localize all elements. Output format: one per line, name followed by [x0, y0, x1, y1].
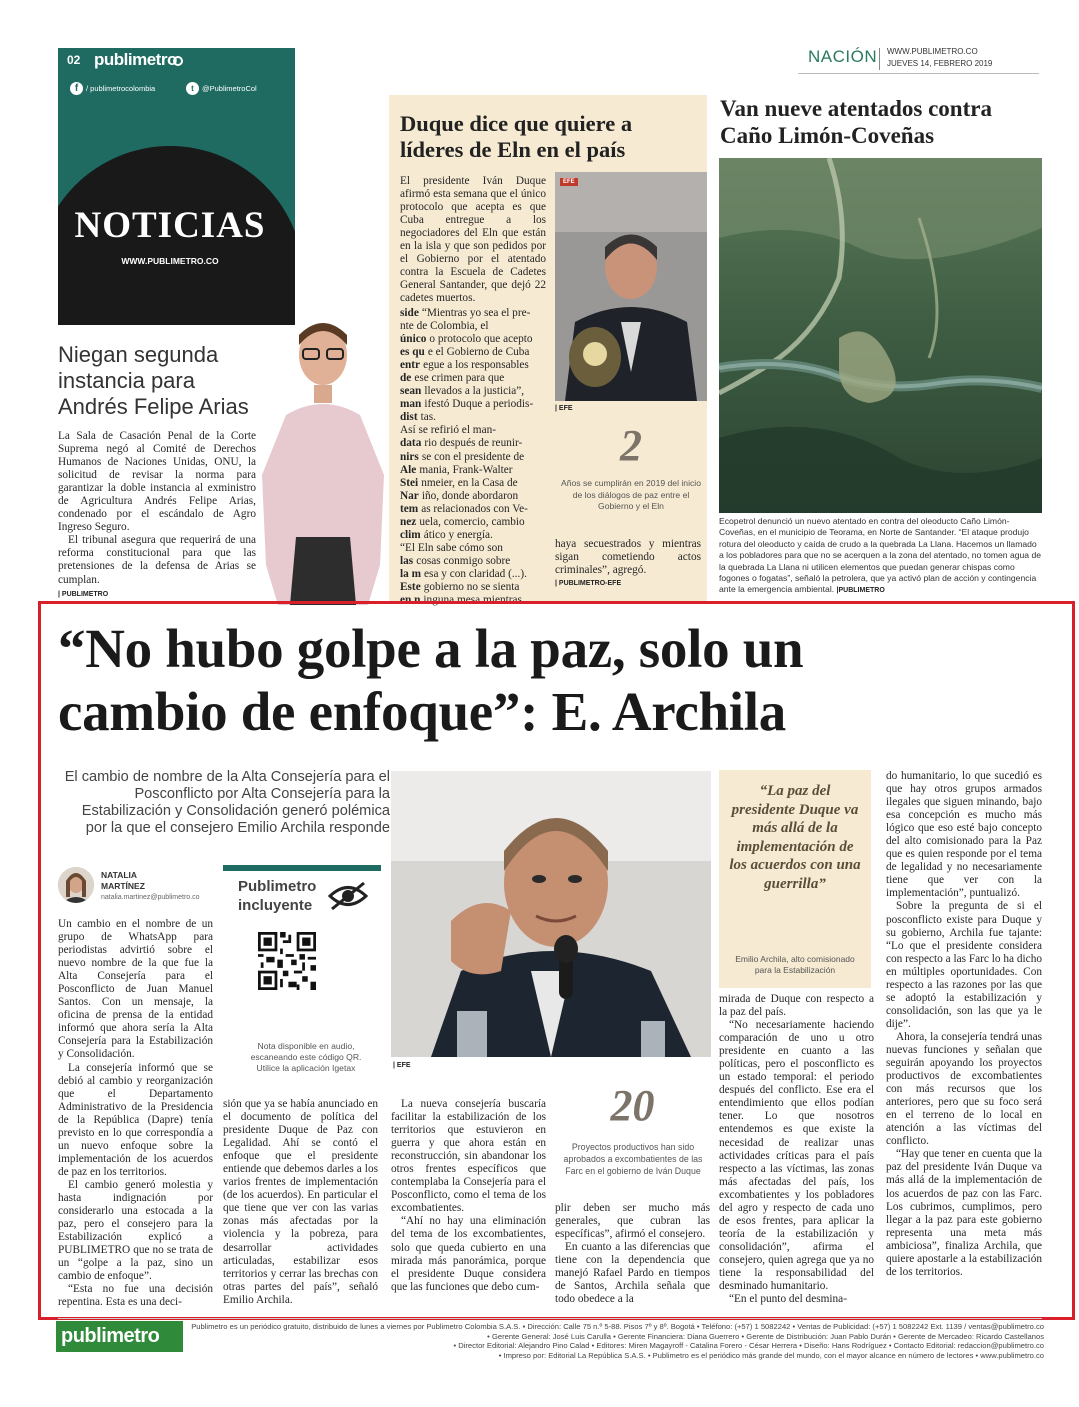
duque-stat-value: 2 — [620, 421, 642, 470]
section-badge: NOTICIAS — [74, 205, 266, 246]
overprint-fragment: entr — [400, 359, 421, 372]
line-text: ático y energía. — [423, 528, 493, 541]
line-text: ese crimen para que — [414, 372, 505, 385]
overprint-fragment: Este — [400, 580, 421, 593]
main-column-3: La nueva consejería buscaría facilitar la estabilización de los territorios que estuvieron en guerra y que ahora están en reconstrucción, sin abandonar los otros frentes específicos que contemplaba la Consejería para el Posconflicto, como el tema de los excombatientes. “Ahí no hay una eliminación del tema de los excombatientes, solo que queda cubierto en una mirada más panorámica, porque el presidente Duque considera que las funciones que debo cum- — [391, 1098, 546, 1293]
main-column-2: sión que ya se había anunciado en el documento de política del presidente Duque de Paz con Legalidad. Ahí se contó el enfoque que el presidente entiende que debemos darles a los varios frentes de implementación (de los acuerdos). En particular el que tiene que ver con las varias zonas más afectadas por la violencia y la pobreza, para desarrollar actividades articuladas, estabilizar esos territorios y cerrar las brechas con otras partes del país”, señaló Emilio Archila. — [223, 1098, 378, 1306]
inclusive-box — [223, 865, 381, 1005]
cano-limon-caption: Ecopetrol denunció un nuevo atentado en contra del oleoducto Caño Limón-Coveñas, en el municipio de Teorama, en Norte de Santander. “El ataque produjo rotura del oleoducto y caída de crudo a la quebrada La Llana. Hacemos un llamado a los pobladores para que no se acerquen a la zona del atentado, no tomen agua de la quebrada La Llana ni utilicen elementos que puedan generar chispas como fogones o fogatas”, señaló la petrolera, que ya activó plan de acción y contingencia ante la emergencia ambiental. |PUBLIMETRO — [719, 516, 1042, 595]
overprint-fragment: único — [400, 333, 427, 346]
duque-body-line — [400, 581, 546, 594]
header-rule — [798, 73, 1039, 74]
line-text: esa y con claridad (...). — [424, 567, 527, 580]
duque-body-line — [400, 464, 546, 477]
cano-limon-aerial-photo — [719, 158, 1042, 513]
duque-body-line — [400, 320, 546, 333]
duque-body-line — [400, 490, 546, 503]
main-headline: “No hubo golpe a la paz, solo un cambio de enfoque”: E. Archila — [58, 618, 804, 742]
header-site[interactable]: WWW.PUBLIMETRO.CO — [887, 47, 978, 56]
line-text: uela, comercio, cambio — [419, 515, 525, 528]
header-date: JUEVES 14, FEBRERO 2019 — [887, 59, 993, 68]
badge-circle — [58, 146, 295, 325]
badge-url: WWW.PUBLIMETRO.CO — [121, 256, 219, 266]
header-divider — [879, 48, 880, 70]
overprint-fragment: Stei — [400, 476, 419, 489]
line-text: egue a los responsables — [423, 359, 529, 372]
twitter-handle[interactable]: @PublimetroCol — [202, 84, 257, 93]
overprint-fragment: nez — [400, 515, 417, 528]
author-avatar — [58, 867, 94, 903]
line-text: cosas conmigo sobre — [416, 554, 511, 567]
line-text: Así se refirió el man- — [400, 424, 496, 437]
brand-logo: publimetro — [94, 50, 177, 69]
duque-body-line — [400, 333, 546, 346]
line-text: iño, donde abordaron — [421, 489, 519, 502]
duque-body-line — [400, 437, 546, 450]
eye-icon — [328, 881, 368, 911]
duque-body-line — [400, 359, 546, 372]
main-column-1: Un cambio en el nombre de un grupo de WhatsApp para periodistas advirtió sobre el nuevo nombre de la que fue la Alta Consejería para el Posconflicto de Juan Manuel Santos. Con un mensaje, la oficina de prensa de la entidad informó que ahora sería la Alta Consejería para la Estabilización y Consolidación. La consejería informó que se debió al cambio y reorganización que el Departamento Administrativo de la Presidencia de la República (Dapre) tenía previsto en lo que correspondía a un nuevo enfoque sobre la implementación de los acuerdos de paz en los territorios. El cambio generó molestia y hasta indignación por considerarlo una estocada a la paz, pero el consejero para la Estabilización explicó a PUBLIMETRO que no se trata de un “golpe a la paz, sino un cambio de enfoque”. “Esta no fue una decisión repentina. Esta es una deci- — [58, 918, 213, 1309]
line-text: ifestó Duque a periodis- — [424, 398, 534, 411]
duque-body-line — [400, 555, 546, 568]
arias-body: La Sala de Casación Penal de la Corte Suprema negó al Comité de Derechos Humanos de Naciones Unidas, ONU, la solicitud de revisar la norma para garantizar la doble instancia al exministro de Agricultura Andrés Felipe Arias, condenado por el escándalo de Agro Ingreso Seguro. El tribunal asegura que requerirá de una reforma constitucional para que las pretensiones de la defensa de Arias se cumplan. — [58, 430, 256, 586]
arias-headline: Niegan segunda instancia para Andrés Felipe Arias — [58, 342, 249, 419]
pull-quote-attribution: Emilio Archila, alto comisionado para la Estabilización — [735, 954, 855, 975]
duque-body-line — [400, 529, 546, 542]
main-column-6: do humanitario, lo que sucedió es que hay otros grupos armados ilegales que siguen minando, bajo esa concepción es mucho más lógico que eso esté bajo concepto del alto comisionado para la Paz que es quien responde por el tema de legalidad y no necesariamente tiene que ver con la implementación”, puntualizó. Sobre la pregunta de si el posconflicto existe para Duque y su gobierno, Archila fue tajante: “Lo que el presidente considera con respecto a las Farc lo ha dicho en múltiples oportunidades. Con respecto a las razones por las que se adoptó la estabilización y consolidación, son las que ya le dije”. Ahora, la consejería tendrá unas nuevas funciones y señalan que seguirán apoyando los proyectos productivos de excombatientes con más recursos que los anteriores, pero que su foco será en el terreno de lo local en atención a las víctimas del conflicto. “Hay que tener en cuenta que la paz del presidente Iván Duque va más allá de la implementación de los acuerdos de paz con las Farc. Los cubrimos, cumplimos, pero llegar a la paz para este gobierno representa una meta más ambiciosa”, finaliza Archila, que quiere apostarle a la estabilización de los territorios. — [886, 770, 1042, 1278]
line-text: “El Eln sabe cómo son — [400, 541, 503, 554]
cano-limon-headline: Van nueve atentados contra Caño Limón-Coveñas — [720, 96, 992, 148]
line-text: gobierno no se sienta — [423, 580, 520, 593]
duque-body-line — [400, 477, 546, 490]
main-stat-caption: Proyectos productivos han sido aprobados a excombatientes de las Farc en el gobierno de Iván Duque — [563, 1142, 703, 1176]
duque-photo-credit: | EFE — [555, 405, 573, 412]
section-label: NACIÓN — [808, 47, 878, 66]
duque-body-line — [400, 451, 546, 464]
overprint-fragment: la m — [400, 567, 422, 580]
inclusive-title-1: Publimetro — [238, 878, 317, 895]
duque-eln-intro: El presidente Iván Duque afirmó esta semana que el único protocolo que acepta es que Cuba entregue a los negociadores del Eln que están en la isla y que son pedidos por el Gobierno por el atentado contra la Escuela de Cadetes General Santander, que dejó 22 cadetes muertos. — [400, 175, 546, 305]
section-header-box — [58, 48, 295, 325]
brand-logo-mark — [173, 56, 183, 66]
pull-quote-box — [719, 770, 871, 988]
line-text: mania, Frank-Walter — [419, 463, 513, 476]
duque-body-line — [400, 398, 546, 411]
main-deck: El cambio de nombre de la Alta Consejería para el Posconflicto por Alta Consejería para la Estabilización y Consolidación generó polémica por la que el consejero Emilio Archila responde — [64, 769, 390, 836]
twitter-icon[interactable]: t — [186, 82, 199, 95]
overprint-fragment: las — [400, 554, 414, 567]
main-stat-value: 20 — [610, 1081, 655, 1130]
overprint-fragment: clim — [400, 528, 421, 541]
duque-body-line — [400, 503, 546, 516]
facebook-icon[interactable]: f — [70, 82, 83, 95]
duque-eln-headline: Duque dice que quiere a líderes de Eln en el país — [400, 111, 633, 162]
line-text: se con el presidente de — [421, 450, 525, 463]
duque-body-line — [400, 385, 546, 398]
overprint-fragment: tem — [400, 502, 419, 515]
line-text: as relacionados con Ve- — [421, 502, 528, 515]
duque-body-line — [400, 372, 546, 385]
author-first: NATALIA — [101, 870, 138, 880]
duque-body-line — [400, 542, 546, 555]
overprint-fragment: Nar — [400, 489, 419, 502]
overprint-fragment: en n — [400, 594, 421, 607]
inclusive-top-rule — [223, 865, 381, 871]
main-column-4: plir deben ser mucho más generales, que cubran las específicas”, afirmó el consejero. En cuanto a las diferencias que tiene con la dependencia que manejó Rafael Pardo en tiempos de Santos, Archila señala que todo obedece a la — [555, 1202, 710, 1306]
duque-body-line — [400, 346, 546, 359]
overprint-fragment: Ale — [400, 463, 417, 476]
line-text: o protocolo que acepto — [429, 333, 533, 346]
duque-body-line — [400, 516, 546, 529]
main-column-5: mirada de Duque con respecto a la paz del país. “No necesariamente haciendo comparación de uno u otro presidente en cuanto a las políticas, pero el posconflicto es un estado temporal: el periodo después del conflicto. Ese era el entendimiento que ellos podían tener. Lo que nosotros entendemos es que existe la necesidad de realizar unas actividades críticas para el país respecto a las víctimas, las zonas más afectadas del país, los excombatientes y los pobladores del agro y respecto de cada uno de esos frentes, para aplicar la teoría de la estabilización y consolidación”, afirma el consejero, quien agrega que ya no tiene la responsabilidad del desminado humanitario. “En el punto del desmina- — [719, 993, 874, 1306]
duque-body-line — [400, 411, 546, 424]
inclusive-caption: Nota disponible en audio, escaneando este código QR. Utilice la aplicación Igetax — [250, 1041, 362, 1074]
pull-quote-text: “La paz del presidente Duque va más allá de la implementación de los acuerdos con una guerrilla” — [729, 783, 861, 892]
line-text: llevados a la justicia”, — [424, 385, 525, 398]
overprint-fragment: sean — [400, 385, 422, 398]
duque-photo — [555, 172, 707, 401]
overprint-fragment: es qu — [400, 346, 425, 359]
archila-photo — [391, 771, 711, 1057]
duque-stat-caption: Años se cumplirán en 2019 del inicio de los diálogos de paz entre el Gobierno y el Eln — [561, 478, 701, 511]
duque-eln-body — [400, 307, 546, 607]
inclusive-title-2: incluyente — [238, 897, 313, 914]
duque-body-line — [400, 424, 546, 437]
arias-credit: | PUBLIMETRO — [58, 591, 109, 598]
author-last: MARTÍNEZ — [101, 881, 145, 891]
arias-photo — [256, 315, 390, 605]
overprint-fragment: dist — [400, 411, 418, 424]
line-text: rio después de reunir- — [424, 437, 523, 450]
overprint-fragment: side — [400, 307, 419, 319]
duque-body-line — [400, 568, 546, 581]
author-email[interactable]: natalia.martinez@publimetro.co — [101, 894, 200, 901]
qr-code[interactable] — [258, 932, 316, 990]
overprint-fragment: man — [400, 398, 422, 411]
duque-photo-tag: EFE — [560, 178, 578, 186]
line-text: “Mientras yo sea el pre- — [421, 307, 531, 319]
overprint-fragment: nirs — [400, 450, 419, 463]
duque-eln-closing: haya secuestrados y mientras sigan cometiendo actos criminales”, agregó. — [555, 538, 701, 577]
facebook-handle[interactable]: / publimetrocolombia — [86, 84, 156, 93]
overprint-fragment: de — [400, 372, 412, 385]
line-text: inguna mesa mientras — [423, 594, 522, 607]
duque-eln-credit: | PUBLIMETRO-EFE — [555, 580, 622, 587]
line-text: e el Gobierno de Cuba — [427, 346, 530, 359]
line-text: tas. — [420, 411, 436, 424]
cano-limon-credit: |PUBLIMETRO — [836, 587, 885, 595]
footer-rule — [58, 1318, 1042, 1319]
footer-imprint: Publimetro es un periódico gratuito, distribuido de lunes a viernes por Publimetro Colombia S.A.S. • Dirección: Calle 75 n.º 5-88. Pisos 7º y 8º. Bogotá • Teléfono: (+57) 1 5082242 • Ventas de Publicidad: (+57) 1 5082242 Ext. 1139 / ventas@publimetro.co • Gerente General: José Luis Carulla • Gerente Financiera: Diana Guerrero • Gerente de Distribución: Juan Pablo Durán • Gerente de Mercadeo: Ricardo Castellanos • Director Editorial: Alejandro Pino Calad • Editores: Miren Magayroff - Catalina Forero - César Herrera • Diseño: Hans Rodríguez • Contacto Editorial: redaccion@publimetro.co • Impreso por: Editorial La República S.A.S. • Publimetro es el periódico más grande del mundo, con el mayor alcance en número de lectores • www.publimetro.co — [191, 1322, 1044, 1360]
overprint-fragment: data — [400, 437, 422, 450]
line-text: nte de Colombia, el — [400, 320, 489, 333]
footer-brand: publimetro — [56, 1321, 183, 1352]
line-text: nmeier, en la Casa de — [421, 476, 518, 489]
page-number: 02 — [67, 53, 81, 67]
duque-body-line — [400, 307, 546, 320]
archila-photo-credit: | EFE — [393, 1062, 411, 1069]
